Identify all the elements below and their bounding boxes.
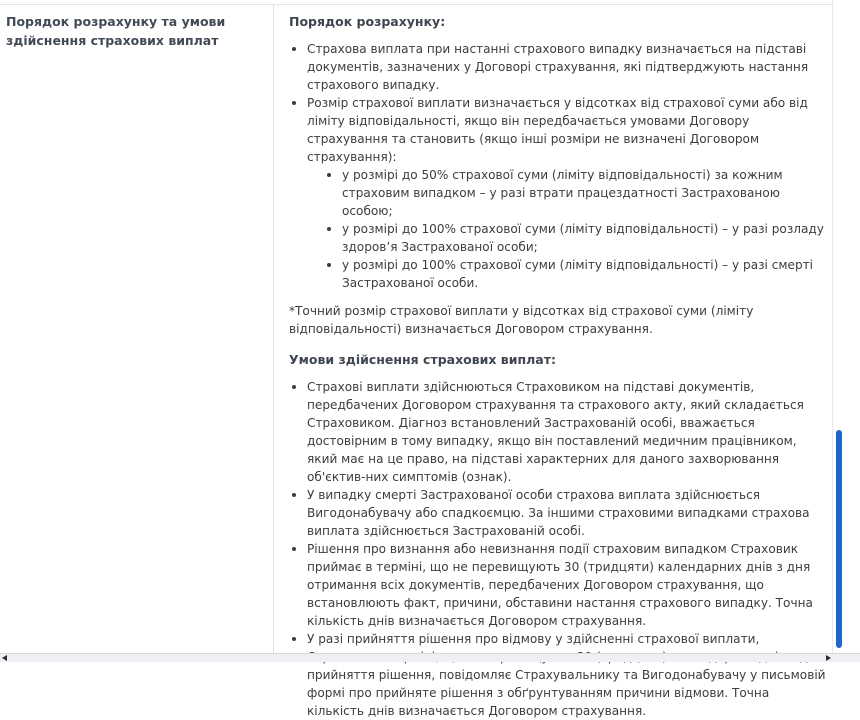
list-item: Страхова виплата при настанні страхового випадку визначається на підставі документів, зазначених у Договорі страхування, які підтверджують настання страхового випадку. xyxy=(289,40,829,94)
sublist-item: у розмірі до 100% страхової суми (ліміту відповідальності) – у разі смерті Застрахованої особи. xyxy=(307,256,829,292)
section-heading-calculation: Порядок розрахунку: xyxy=(289,14,446,29)
vertical-scroll-thumb[interactable] xyxy=(836,430,842,648)
conditions-list xyxy=(289,378,829,720)
list-item xyxy=(289,94,829,292)
column-divider xyxy=(273,4,274,653)
scroll-right-arrow-icon[interactable] xyxy=(826,655,831,661)
calculation-list xyxy=(289,40,829,292)
scroll-left-arrow-icon[interactable] xyxy=(2,655,7,661)
list-item: Рішення про визнання або невизнання події страховим випадком Страховик приймає в терміні, що не перевищують 30 (тридцяти) календарних днів з дня отримання всіх документів, передбачених Договором страхування, що встановлюють факт, причини, обставини настання страхового випадку. Точна кількість днів визначається Договором страхування. xyxy=(289,540,829,630)
list-item: У разі прийняття рішення про відмову у здійсненні страхової виплати, прийняття рішення, повідомляє Страхувальнику та Вигодонабувачу у письмовій формі про прийняте рішення з обґрунтуванням причини відмови. Точна кількість днів визначається Договором страхування. xyxy=(289,630,829,720)
list-item-text: Розмір страхової виплати визначається у відсотках від страхової суми або від ліміту відповідальності, якщо він передбачається умовами Договору страхування та становить (якщо інші розміри не визначені Договором страхування): xyxy=(307,96,808,164)
sublist-item: у розмірі до 50% страхової суми (ліміту відповідальності) за кожним страховим випадком – у разі втрати працездатності Застрахованою особою; xyxy=(307,166,829,220)
section-heading-conditions: Умови здійснення страхових виплат: xyxy=(289,352,556,368)
horizontal-scrollbar[interactable] xyxy=(0,653,860,662)
row-top-divider xyxy=(0,4,833,5)
list-item: У випадку смерті Застрахованої особи страхова виплата здійснюється Вигодонабувачу або спадкоємцю. За іншими страховими випадками страхова виплата здійснюється Застрахованій особі. xyxy=(289,486,829,540)
row-label: Порядок розрахунку та умови здійснення страхових виплат xyxy=(6,14,226,48)
row-content xyxy=(289,12,829,720)
list-item: Страхові виплати здійснюються Страховиком на підставі документів, передбачених Договором страхування та страхового акту, який складається Страховиком. Діагноз встановлений Застрахованій особі, вважається достовірним в тому випадку, якщо він поставлений медичним працівником, який має на це право, на підставі характерних для даного захворювання об'єктив-них симптомів (ознак). xyxy=(289,378,829,486)
sublist-item: у розмірі до 100% страхової суми (ліміту відповідальності) – у разі розладу здоров’я Застрахованої особи; xyxy=(307,220,829,256)
footnote: *Точний розмір страхової виплати у відсотках від страхової суми (ліміту відповідальності) визначається Договором страхування. xyxy=(289,304,754,336)
calculation-sublist xyxy=(307,166,829,292)
